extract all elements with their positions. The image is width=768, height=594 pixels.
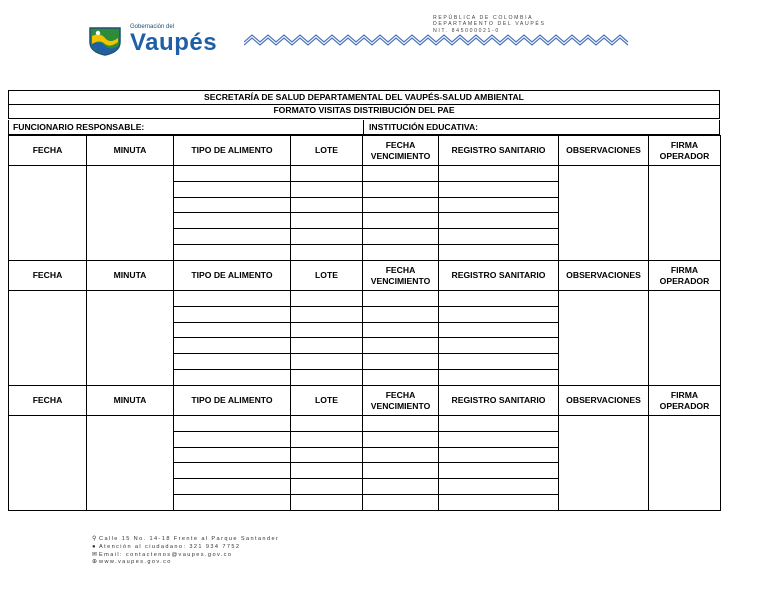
entry-row-cell[interactable] (362, 369, 439, 386)
entry-row-cell[interactable] (290, 228, 363, 245)
decorative-pattern-icon (244, 34, 632, 46)
entry-row-cell[interactable] (438, 478, 559, 495)
institution-label: INSTITUCIÓN EDUCATIVA: (369, 122, 479, 132)
entry-cell[interactable] (558, 290, 649, 386)
entry-row-cell[interactable] (173, 181, 291, 198)
entry-row-cell[interactable] (438, 244, 559, 261)
entry-row-cell[interactable] (362, 244, 439, 261)
entry-cell[interactable] (648, 165, 721, 261)
responsible-label: FUNCIONARIO RESPONSABLE: (13, 122, 145, 132)
entry-row-cell[interactable] (438, 322, 559, 339)
entry-row-cell[interactable] (290, 431, 363, 448)
page-header (0, 0, 768, 70)
entry-row-cell[interactable] (173, 165, 291, 182)
form-section (8, 385, 720, 510)
entry-row-cell[interactable] (173, 415, 291, 432)
column-header: FIRMA OPERADOR (648, 260, 721, 291)
entry-row-cell[interactable] (290, 494, 363, 511)
entry-row-cell[interactable] (290, 322, 363, 339)
department-line: DEPARTAMENTO DEL VAUPÉS (433, 21, 546, 28)
entry-row-cell[interactable] (173, 228, 291, 245)
entry-row-cell[interactable] (362, 306, 439, 323)
entry-row-cell[interactable] (362, 212, 439, 229)
column-header: FECHA VENCIMIENTO (362, 385, 439, 416)
logo-top-text: Gobernación del (130, 24, 175, 30)
page-footer (92, 536, 279, 567)
column-header: REGISTRO SANITARIO (438, 260, 559, 291)
form-title-1: SECRETARÍA DE SALUD DEPARTAMENTAL DEL VAUPÉS-SALUD AMBIENTAL (8, 90, 720, 105)
entry-row-cell[interactable] (290, 181, 363, 198)
info-divider (363, 120, 364, 134)
entry-row-cell[interactable] (173, 212, 291, 229)
entry-row-cell[interactable] (362, 353, 439, 370)
entry-cell[interactable] (86, 290, 174, 386)
entry-row-cell[interactable] (438, 306, 559, 323)
republic-line: REPÚBLICA DE COLOMBIA (433, 15, 534, 21)
pae-visit-form (8, 90, 720, 511)
footer-address-text: Calle 15 No. 14-18 Frente al Parque Santander (99, 536, 280, 542)
entry-row-cell[interactable] (438, 197, 559, 214)
entry-row-cell[interactable] (173, 494, 291, 511)
entry-row-cell[interactable] (438, 462, 559, 479)
entry-row-cell[interactable] (362, 478, 439, 495)
entry-row-cell[interactable] (362, 337, 439, 354)
entry-row-cell[interactable] (362, 165, 439, 182)
entry-row-cell[interactable] (362, 290, 439, 307)
entry-row-cell[interactable] (438, 290, 559, 307)
coat-of-arms-icon (88, 26, 122, 56)
column-header: OBSERVACIONES (558, 385, 649, 416)
entry-row-cell[interactable] (290, 197, 363, 214)
info-row (8, 120, 720, 135)
entry-cell[interactable] (8, 165, 87, 261)
entry-row-cell[interactable] (362, 181, 439, 198)
form-section (8, 135, 720, 260)
entry-row-cell[interactable] (362, 447, 439, 464)
entry-cell[interactable] (8, 415, 87, 511)
entry-row-cell[interactable] (173, 478, 291, 495)
form-section (8, 260, 720, 385)
entry-row-cell[interactable] (438, 494, 559, 511)
entry-row-cell[interactable] (362, 415, 439, 432)
footer-address (92, 536, 279, 544)
entry-row-cell[interactable] (173, 431, 291, 448)
column-header: TIPO DE ALIMENTO (173, 135, 291, 166)
entry-row-cell[interactable] (438, 228, 559, 245)
entry-cell[interactable] (8, 290, 87, 386)
entry-row-cell[interactable] (173, 306, 291, 323)
entry-row-cell[interactable] (290, 337, 363, 354)
entry-row-cell[interactable] (362, 197, 439, 214)
column-header: REGISTRO SANITARIO (438, 135, 559, 166)
entry-cell[interactable] (558, 165, 649, 261)
entry-row-cell[interactable] (290, 212, 363, 229)
column-header: LOTE (290, 135, 363, 166)
entry-row-cell[interactable] (438, 415, 559, 432)
logo-brand-text: Vaupés (130, 29, 218, 56)
footer-phone (92, 544, 279, 552)
column-header: OBSERVACIONES (558, 135, 649, 166)
footer-web (92, 559, 279, 567)
entry-row-cell[interactable] (438, 165, 559, 182)
footer-web-text: www.vaupes.gov.co (99, 559, 172, 566)
column-header: LOTE (290, 260, 363, 291)
entry-row-cell[interactable] (362, 431, 439, 448)
entry-row-cell[interactable] (173, 244, 291, 261)
column-header: TIPO DE ALIMENTO (173, 260, 291, 291)
entry-row-cell[interactable] (173, 353, 291, 370)
column-header: MINUTA (86, 135, 174, 166)
email-icon: ✉ (92, 551, 99, 558)
entry-row-cell[interactable] (438, 369, 559, 386)
entry-row-cell[interactable] (362, 322, 439, 339)
entry-cell[interactable] (648, 290, 721, 386)
column-header: TIPO DE ALIMENTO (173, 385, 291, 416)
column-header: FECHA VENCIMIENTO (362, 260, 439, 291)
footer-phone-text: Atención al ciudadano: 321 934 7752 (99, 543, 241, 550)
entry-row-cell[interactable] (362, 462, 439, 479)
entry-cell[interactable] (648, 415, 721, 511)
footer-email-text: Email: contactenos@vaupes.gov.co (99, 551, 233, 558)
entry-row-cell[interactable] (173, 337, 291, 354)
column-header: REGISTRO SANITARIO (438, 385, 559, 416)
entry-row-cell[interactable] (290, 447, 363, 464)
column-header: FECHA (8, 260, 87, 291)
form-title-2: FORMATO VISITAS DISTRIBUCIÓN DEL PAE (8, 104, 720, 119)
entry-row-cell[interactable] (290, 478, 363, 495)
republic-header (433, 15, 546, 34)
column-header: OBSERVACIONES (558, 260, 649, 291)
location-icon: ⚲ (92, 536, 98, 542)
entry-row-cell[interactable] (438, 212, 559, 229)
column-header: FECHA (8, 385, 87, 416)
entry-cell[interactable] (86, 415, 174, 511)
vaupes-logo (86, 24, 236, 60)
column-header: FECHA VENCIMIENTO (362, 135, 439, 166)
entry-row-cell[interactable] (290, 462, 363, 479)
entry-row-cell[interactable] (362, 228, 439, 245)
entry-row-cell[interactable] (173, 322, 291, 339)
entry-row-cell[interactable] (438, 431, 559, 448)
entry-cell[interactable] (558, 415, 649, 511)
entry-row-cell[interactable] (362, 494, 439, 511)
entry-row-cell[interactable] (173, 462, 291, 479)
entry-row-cell[interactable] (173, 447, 291, 464)
entry-row-cell[interactable] (438, 337, 559, 354)
entry-row-cell[interactable] (173, 197, 291, 214)
entry-row-cell[interactable] (290, 290, 363, 307)
entry-row-cell[interactable] (438, 353, 559, 370)
entry-row-cell[interactable] (290, 244, 363, 261)
entry-row-cell[interactable] (438, 447, 559, 464)
footer-email (92, 552, 279, 560)
phone-icon: ● (92, 543, 98, 550)
column-header: MINUTA (86, 385, 174, 416)
entry-cell[interactable] (86, 165, 174, 261)
entry-row-cell[interactable] (290, 353, 363, 370)
entry-row-cell[interactable] (290, 415, 363, 432)
entry-row-cell[interactable] (290, 306, 363, 323)
entry-row-cell[interactable] (290, 165, 363, 182)
column-header: MINUTA (86, 260, 174, 291)
column-header: FIRMA OPERADOR (648, 135, 721, 166)
column-header: FECHA (8, 135, 87, 166)
entry-row-cell[interactable] (173, 369, 291, 386)
entry-row-cell[interactable] (173, 290, 291, 307)
nit-line: NIT. 845000021-0 (433, 27, 500, 34)
web-icon: ⊕ (92, 559, 99, 566)
entry-row-cell[interactable] (290, 369, 363, 386)
column-header: LOTE (290, 385, 363, 416)
entry-row-cell[interactable] (438, 181, 559, 198)
column-header: FIRMA OPERADOR (648, 385, 721, 416)
